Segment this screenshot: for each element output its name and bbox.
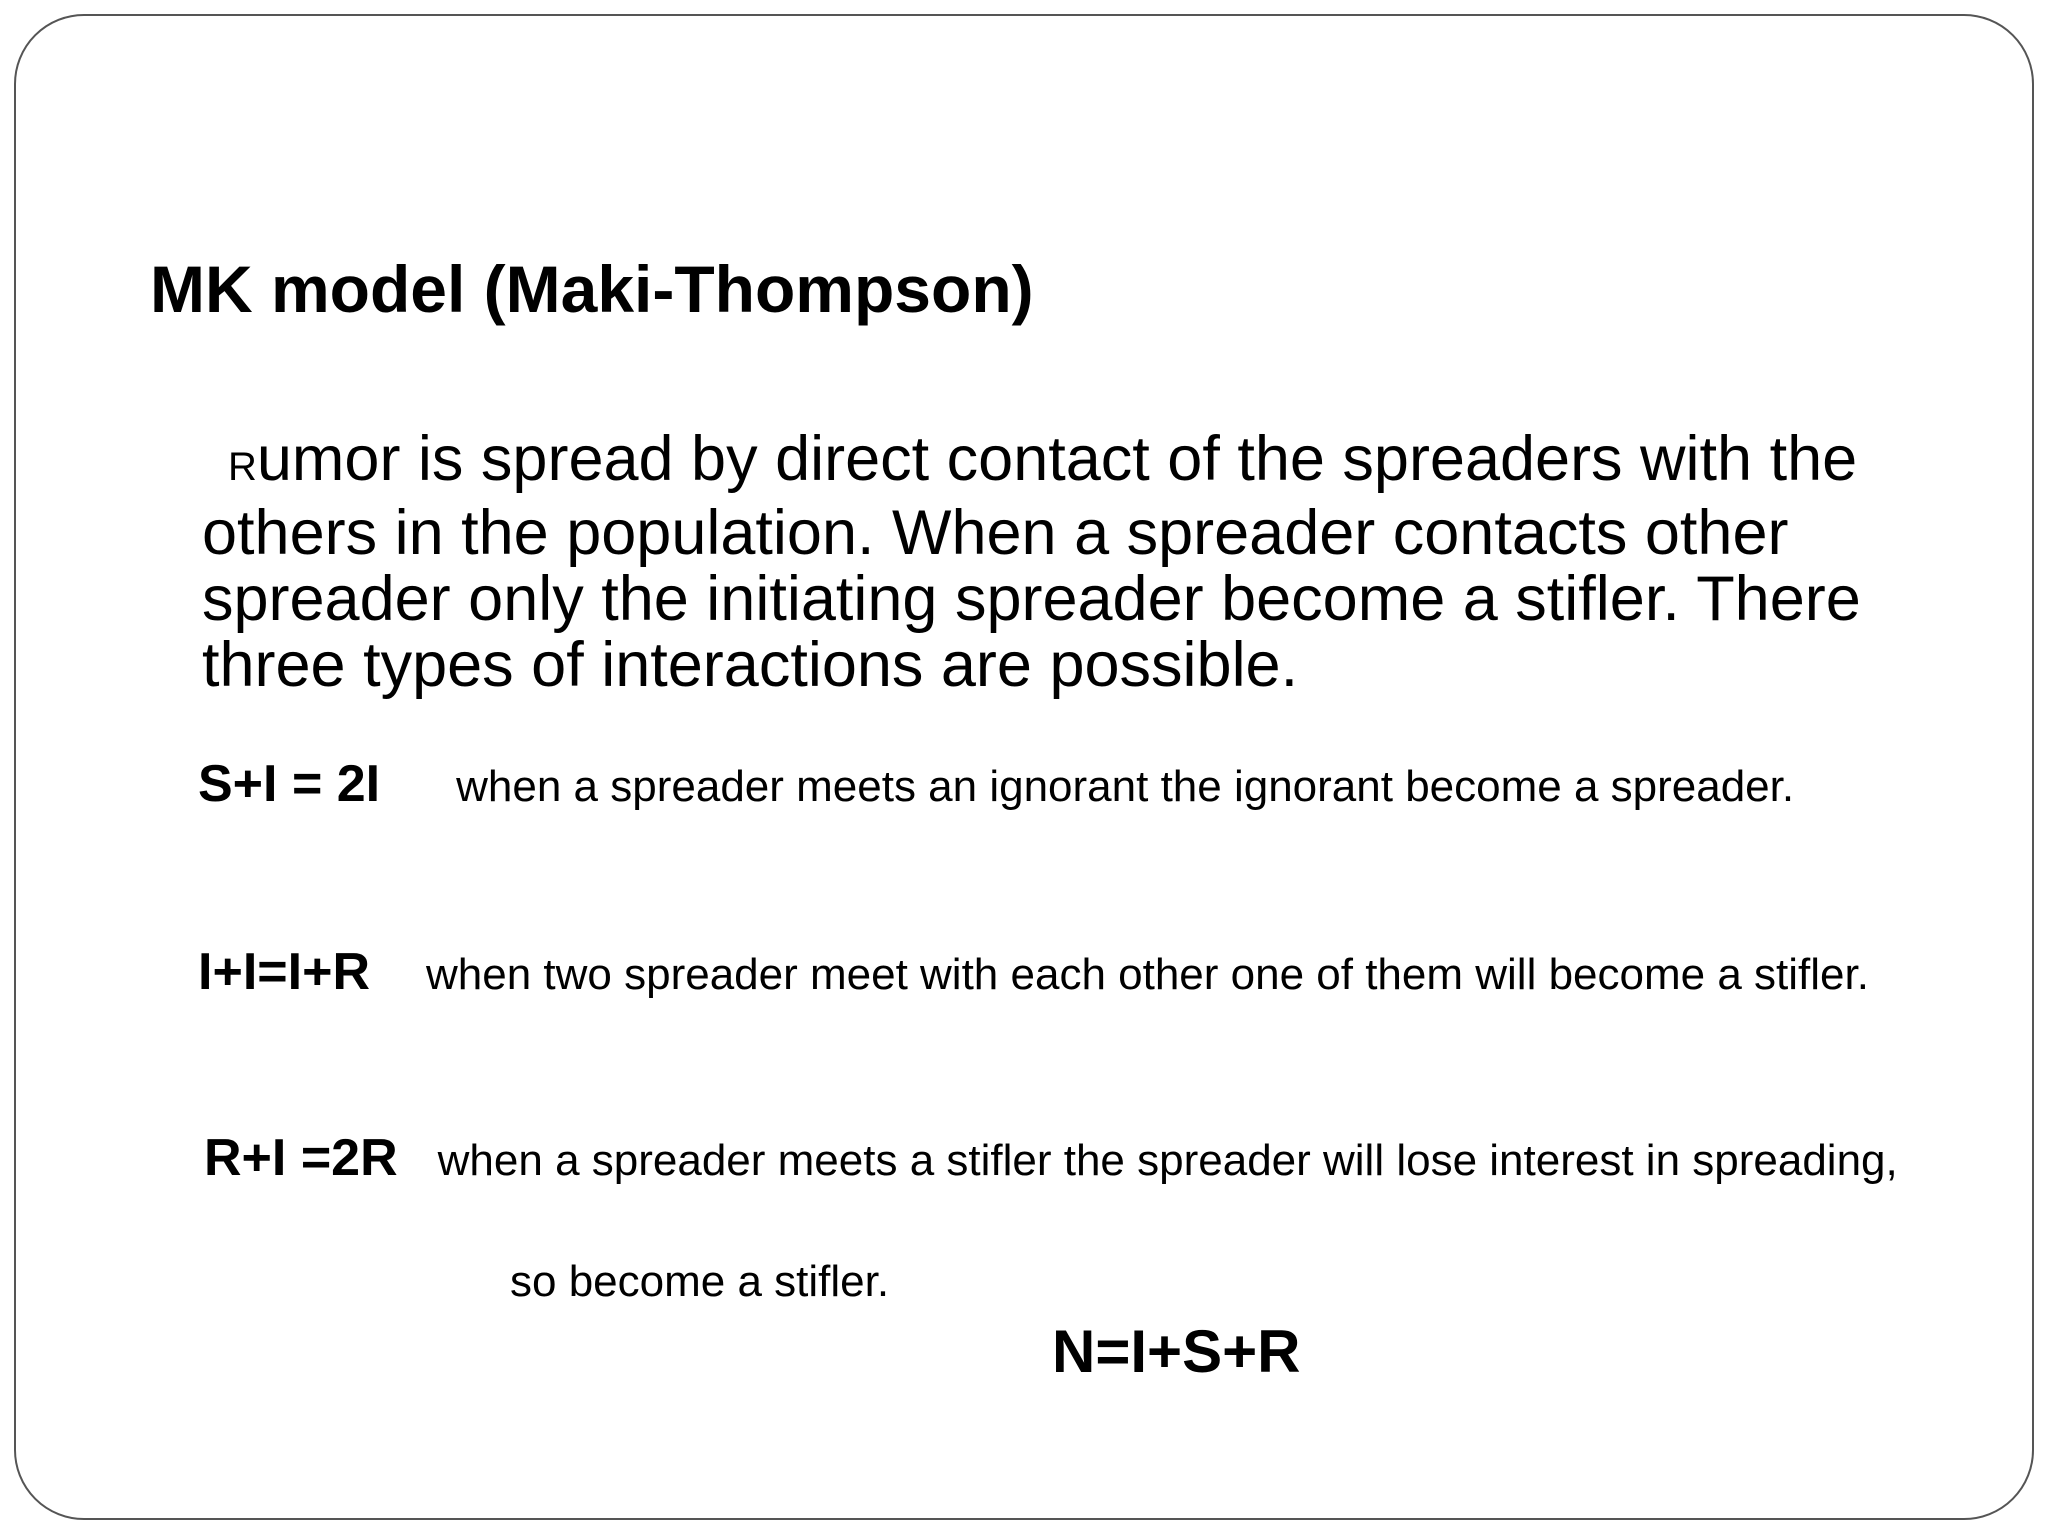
interaction-formula: I+I=I+R <box>198 943 370 1001</box>
interaction-description: when two spreader meet with each other one of them will become a stifler. <box>426 950 1869 999</box>
interaction-spreader-ignorant <box>198 755 1962 813</box>
interaction-formula: S+I = 2I <box>198 755 381 813</box>
interaction-description: when a spreader meets an ignorant the ignorant become a spreader. <box>456 762 1795 811</box>
slide-title: MK model (Maki-Thompson) <box>150 252 1034 326</box>
intro-text: umor is spread by direct contact of the spreaders with the others in the population. When a spreader contacts other spreader only the initiating spreader become a stifler. There three types of interactions are possible. <box>202 424 1861 700</box>
intro-initial-letter: R <box>228 445 257 489</box>
population-formula: N=I+S+R <box>1052 1318 1301 1385</box>
interaction-spreader-spreader <box>198 943 1962 1001</box>
intro-paragraph <box>202 426 1962 698</box>
interaction-continuation: so become a stifler. <box>510 1257 890 1306</box>
interaction-description: when a spreader meets a stifler the spreader will lose interest in spreading, <box>437 1136 1898 1185</box>
interaction-formula: R+I =2R <box>204 1129 398 1187</box>
interaction-spreader-stifler <box>202 1129 1962 1187</box>
